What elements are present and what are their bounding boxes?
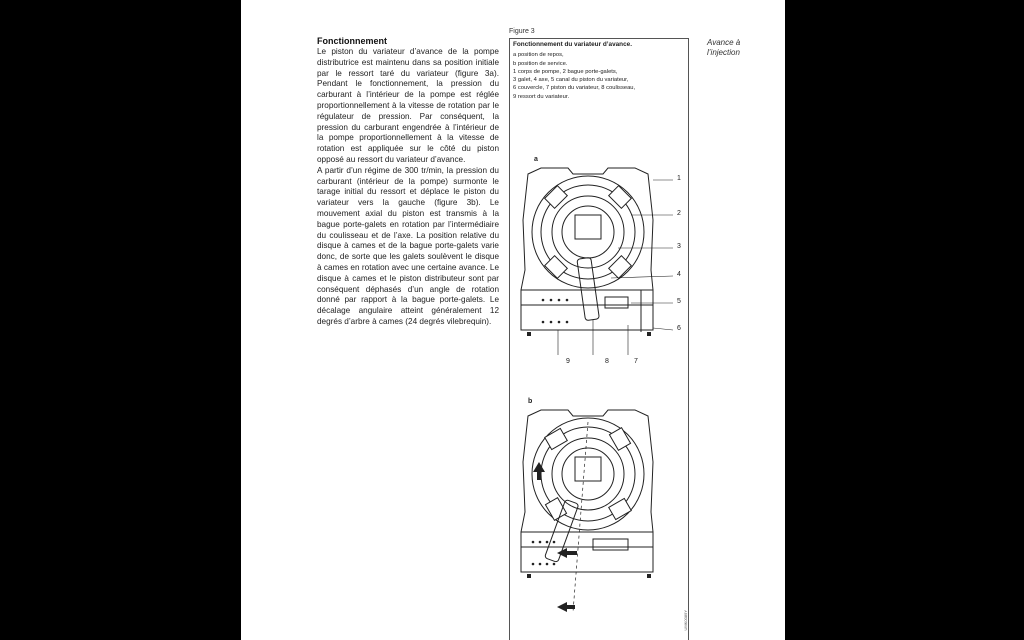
callout-3: 3 xyxy=(677,243,681,250)
callout-5: 5 xyxy=(677,298,681,305)
diagram-a xyxy=(513,160,683,355)
figure-reference-code: UMK0089Y xyxy=(683,610,688,631)
legend-line: 6 couvercle, 7 piston du variateur, 8 coulisseau, xyxy=(513,85,636,92)
callout-9: 9 xyxy=(566,358,570,365)
legend-line: a position de repos, xyxy=(513,52,564,59)
legend-line: 1 corps de pompe, 2 bague porte-galets, xyxy=(513,68,618,75)
callout-7: 7 xyxy=(634,358,638,365)
figure-label: Figure 3 xyxy=(509,28,535,35)
diagram-b xyxy=(513,402,683,617)
callout-8: 8 xyxy=(605,358,609,365)
callout-1: 1 xyxy=(677,175,681,182)
figure-caption xyxy=(513,41,683,101)
callout-2: 2 xyxy=(677,210,681,217)
section-body xyxy=(317,47,499,328)
callout-4: 4 xyxy=(677,271,681,278)
diagram-a-label: a xyxy=(534,156,538,163)
arrow-left-icon xyxy=(557,602,575,612)
margin-title: Avance à l’injection xyxy=(707,38,741,57)
figure-title: Fonctionnement du variateur d’avance. xyxy=(513,41,632,48)
body-paragraph: A partir d’un régime de 300 tr/min, la pression du carburant (intérieur de la pompe) surmonte le tarage initial du ressort et déplace le piston du variateur vers la gauche (figure 3b). Le mouvement axial du piston est transmis à la bague porte-galets en rotation par l’intermédiaire du coulisseau et de l’axe. La position relative du disque à cames et de la bague porte-galets varie donc, de sorte que les galets soulèvent le disque à cames en rotation avec une certaine avance. Le disque à cames et le piston distributeur sont par conséquent déphasés d’un angle de rotation donné par rapport à la bague porte-galets. Le décalage angulaire atteint généralement 12 degrés d’arbre à cames (24 degrés vilebrequin). xyxy=(317,165,499,326)
diagram-b-label: b xyxy=(528,398,533,405)
arrow-up-icon xyxy=(533,462,545,480)
callout-6: 6 xyxy=(677,325,681,332)
legend-line: b position de service. xyxy=(513,60,568,67)
legend-line: 3 galet, 4 axe, 5 canal du piston du variateur, xyxy=(513,77,629,84)
document-page xyxy=(241,0,785,640)
legend-line: 9 ressort du variateur. xyxy=(513,93,570,100)
section-heading: Fonctionnement xyxy=(317,36,387,46)
body-paragraph: Le piston du variateur d’avance de la pompe distributrice est maintenu dans sa position initiale par le ressort taré du variateur (figure 3a). Pendant le fonctionnement, la pression du carburant à l’intérieur de la pompe est réglée proportionnellement à la vitesse de rotation par le régulateur de pression. Par conséquent, la pression du carburant engendrée à l’intérieur de la pompe proportionnellement à la vitesse de rotation est appliquée sur le côté du piston opposé au ressort du variateur d’avance. xyxy=(317,47,499,164)
